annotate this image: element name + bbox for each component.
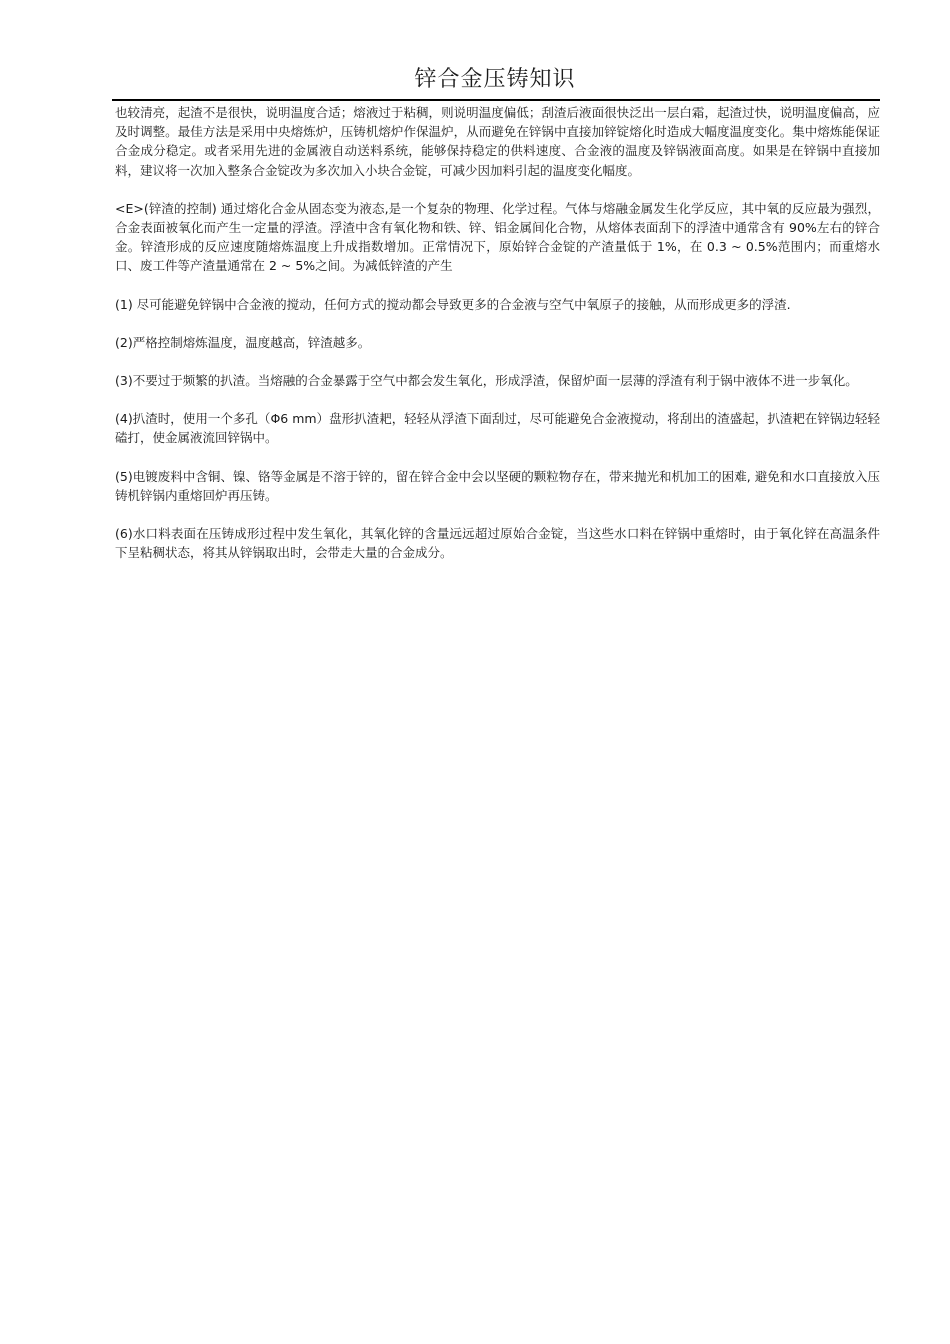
list-item-2: (2)严格控制熔炼温度，温度越高，锌渣越多。: [115, 334, 371, 350]
document-body: [115, 103, 880, 581]
list-item-6: (6)水口料表面在压铸成形过程中发生氧化，其氧化锌的含量远远超过原始合金锭，当这些水口料在锌锅中重熔时，由于氧化锌在高温条件下呈粘稠状态，将其从锌锅取出时，会带走大量的合金成分。: [115, 526, 880, 561]
list-item-4: (4)扒渣时，使用一个多孔（Φ6 mm）盘形扒渣耙，轻轻从浮渣下面刮过，尽可能避免合金液搅动，将刮出的渣盛起，扒渣耙在锌锅边轻轻磕打，使金属液流回锌锅中。: [115, 411, 880, 446]
paragraph-dross-control: <E>(锌渣的控制) 通过熔化合金从固态变为液态,是一个复杂的物理、化学过程。气体与熔融金属发生化学反应，其中氧的反应最为强烈，合金表面被氧化而产生一定量的浮渣。浮渣中含有氧化物和铁、锌、铝金属间化合物，从熔体表面刮下的浮渣中通常含有 90%左右的锌合金。锌渣形成的反应速度随熔炼温度上升成指数增加。正常情况下，原始锌合金锭的产渣量低于 1%，在 0.3 ~ 0.5%范围内；而重熔水口、废工件等产渣量通常在 2 ~ 5%之间。为减低锌渣的产生: [115, 200, 880, 274]
paragraph-temperature-control: 也较清亮，起渣不是很快，说明温度合适；熔液过于粘稠，则说明温度偏低；刮渣后液面很快泛出一层白霜，起渣过快，说明温度偏高，应及时调整。最佳方法是采用中央熔炼炉，压铸机熔炉作保温炉，从而避免在锌锅中直接加锌锭熔化时造成大幅度温度变化。集中熔炼能保证合金成分稳定。或者采用先进的金属液自动送料系统，能够保持稳定的供料速度、合金液的温度及锌锅液面高度。如果是在锌锅中直接加料，建议将一次加入整条合金锭改为多次加入小块合金锭，可减少因加料引起的温度变化幅度。: [115, 105, 880, 178]
list-item-1: (1) 尽可能避免锌锅中合金液的搅动，任何方式的搅动都会导致更多的合金液与空气中氧原子的接触，从而形成更多的浮渣.: [115, 296, 791, 312]
page-title: 锌合金压铸知识: [414, 67, 576, 92]
list-item-5: (5)电镀废料中含铜、镍、铬等金属是不溶于锌的，留在锌合金中会以坚硬的颗粒物存在，带来抛光和机加工的困难, 避免和水口直接放入压铸机锌锅内重熔回炉再压铸。: [115, 468, 880, 503]
title-divider: [112, 99, 880, 101]
list-item-3: (3)不要过于频繁的扒渣。当熔融的合金暴露于空气中都会发生氧化，形成浮渣，保留炉面一层薄的浮渣有利于锅中液体不进一步氧化。: [115, 373, 858, 389]
